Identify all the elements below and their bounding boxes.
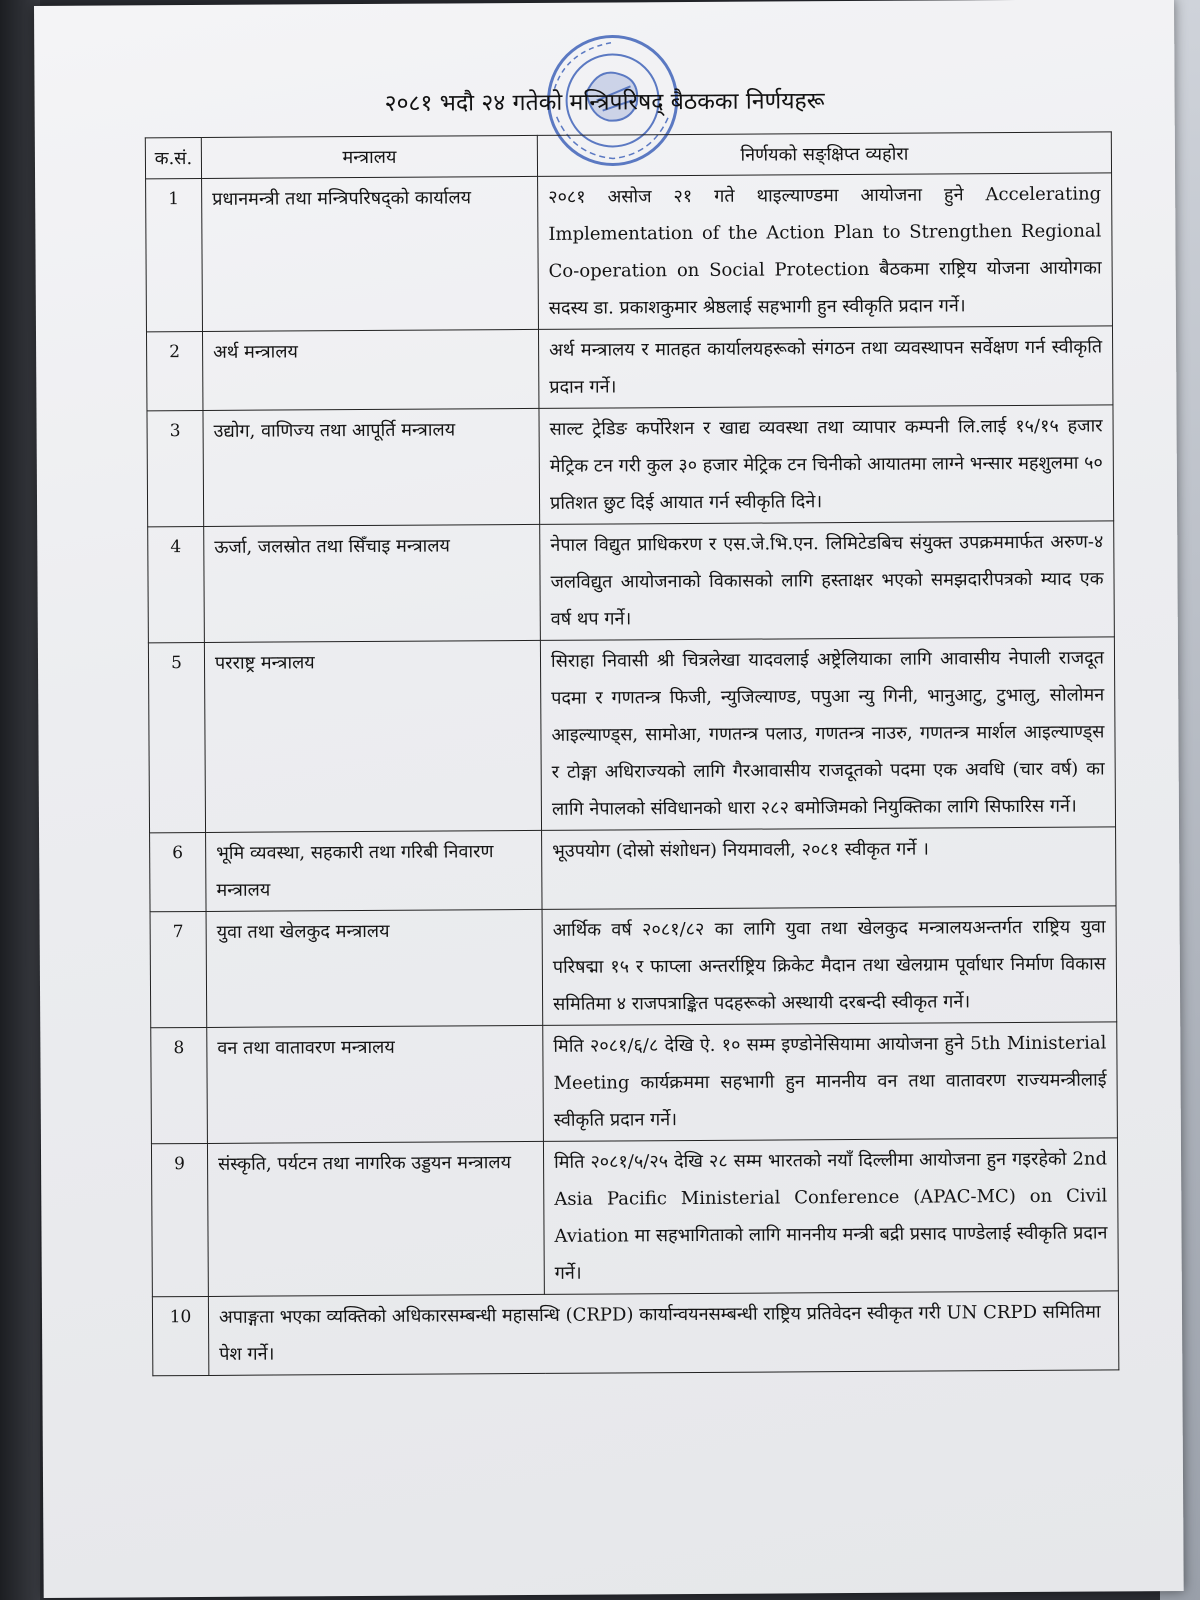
document-page: [34, 0, 1184, 1598]
table-row: [150, 827, 1116, 912]
row-number: 5: [148, 642, 205, 832]
table-row: [151, 1138, 1118, 1297]
row-number: 9: [151, 1143, 208, 1296]
row-ministry: युवा तथा खेलकुद मन्त्रालय: [206, 909, 543, 1027]
row-decision: अपाङ्गता भएका व्यक्तिको अधिकारसम्बन्धी महासन्धि (CRPD) कार्यान्वयनसम्बन्धी राष्ट्रिय प्रतिवेदन स्वीकृत गरी UN CRPD समितिमा पेश गर्ने।: [208, 1291, 1118, 1376]
header-ministry: मन्त्रालय: [201, 135, 537, 178]
row-ministry: संस्कृति, पर्यटन तथा नागरिक उड्डयन मन्त्रालय: [207, 1141, 544, 1296]
row-ministry: ऊर्जा, जलस्रोत तथा सिँचाइ मन्त्रालय: [204, 524, 541, 642]
row-number: 8: [151, 1027, 208, 1143]
header-serial: क.सं.: [145, 137, 201, 178]
row-decision: आर्थिक वर्ष २०८१/८२ का लागि युवा तथा खेलकुद मन्त्रालयअन्तर्गत राष्ट्रिय युवा परिषद्मा १५ र फाप्ला अन्तर्राष्ट्रिय क्रिकेट मैदान तथा खेलग्राम पूर्वाधार निर्माण विकास समितिमा ४ राजपत्राङ्कित पदहरूको अस्थायी दरबन्दी स्वीकृत गर्ने।: [542, 906, 1117, 1026]
table-row: [151, 1022, 1118, 1144]
row-number: 2: [146, 331, 202, 410]
row-ministry: अर्थ मन्त्रालय: [202, 329, 538, 410]
row-decision: मिति २०८१/६/८ देखि ऐ. १० सम्म इण्डोनेसियामा आयोजना हुने 5th Ministerial Meeting कार्यक्रममा सहभागी हुन माननीय वन तथा वातावरण राज्यमन्त्रीलाई स्वीकृति प्रदान गर्ने।: [543, 1022, 1118, 1142]
row-number: 6: [150, 832, 206, 911]
row-number: 10: [152, 1296, 208, 1375]
row-ministry: उद्योग, वाणिज्य तथा आपूर्ति मन्त्रालय: [203, 408, 540, 526]
row-decision: नेपाल विद्युत प्राधिकरण र एस.जे.भि.एन. लिमिटेडबिच संयुक्त उपक्रममार्फत अरुण-४ जलविद्युत आयोजनाको विकासको लागि हस्ताक्षर भएको समझदारीपत्रको म्याद एक वर्ष थप गर्ने।: [540, 521, 1115, 641]
table-row: [146, 173, 1113, 332]
row-ministry: भूमि व्यवस्था, सहकारी तथा गरिबी निवारण मन्त्रालय: [206, 830, 542, 911]
table-row: [150, 906, 1117, 1028]
table-row: [146, 326, 1112, 411]
row-ministry: प्रधानमन्त्री तथा मन्त्रिपरिषद्को कार्यालय: [202, 176, 539, 331]
row-decision: साल्ट ट्रेडिङ कर्पोरेशन र खाद्य व्यवस्था तथा व्यापार कम्पनी लि.लाई १५/१५ हजार मेट्रिक टन गरी कुल ३० हजार मेट्रिक टन चिनीको आयातमा लाग्ने भन्सार महशुलमा ५० प्रतिशत छुट दिई आयात गर्न स्वीकृति दिने।: [539, 405, 1114, 525]
row-ministry: वन तथा वातावरण मन्त्रालय: [207, 1025, 544, 1143]
table-row: [148, 637, 1115, 833]
row-decision: सिराहा निवासी श्री चित्रलेखा यादवलाई अष्ट्रेलियाका लागि आवासीय नेपाली राजदूत पदमा र गणतन्त्र फिजी, न्युजिल्याण्ड, पपुआ न्यु गिनी, भानुआटु, टुभालु, सोलोमन आइल्याण्ड्स, सामोआ, गणतन्त्र पलाउ, गणतन्त्र नाउरु, गणतन्त्र मार्शल आइल्याण्ड्स र टोङ्गा अधिराज्यको लागि गैरआवासीय राजदूतको पदमा एक अवधि (चार वर्ष) का लागि नेपालको संविधानको धारा २८२ बमोजिमको नियुक्तिका लागि सिफारिस गर्ने।: [540, 637, 1115, 831]
row-decision: २०८१ असोज २१ गते थाइल्याण्डमा आयोजना हुने Accelerating Implementation of the Action Plan to Strengthen Regional Co-operation on Social Protection बैठकमा राष्ट्रिय योजना आयोगका सदस्य डा. प्रकाशकुमार श्रेष्ठलाई सहभागी हुन स्वीकृति प्रदान गर्ने।: [538, 173, 1113, 330]
row-decision: भूउपयोग (दोस्रो संशोधन) नियमावली, २०८१ स्वीकृत गर्ने ।: [542, 827, 1116, 910]
row-number: 7: [150, 911, 207, 1027]
decisions-table: [145, 131, 1120, 1376]
document-title: २०८१ भदौ २४ गतेको मन्त्रिपरिषद् बैठकका निर्णयहरू: [384, 88, 825, 117]
background-left-edge: [0, 0, 40, 1600]
row-ministry: परराष्ट्र मन्त्रालय: [204, 640, 541, 832]
table-row: [152, 1291, 1118, 1376]
table-row: [148, 521, 1115, 643]
row-decision: अर्थ मन्त्रालय र मातहत कार्यालयहरूको संगठन तथा व्यवस्थापन सर्वेक्षण गर्न स्वीकृति प्रदान गर्ने।: [538, 326, 1112, 409]
row-decision: मिति २०८१/५/२५ देखि २८ सम्म भारतको नयाँ दिल्लीमा आयोजना हुन गइरहेको 2nd Asia Pacific Ministerial Conference (APAC-MC) on Civil Aviation मा सहभागिताको लागि माननीय मन्त्री बद्री प्रसाद पाण्डेलाई स्वीकृति प्रदान गर्ने।: [543, 1138, 1118, 1295]
row-number: 3: [147, 410, 204, 526]
table-row: [147, 405, 1114, 527]
row-number: 4: [148, 526, 205, 642]
table-header-row: [145, 132, 1111, 179]
header-decision: निर्णयको सङ्क्षिप्त व्यहोरा: [537, 132, 1111, 177]
row-number: 1: [146, 178, 203, 331]
